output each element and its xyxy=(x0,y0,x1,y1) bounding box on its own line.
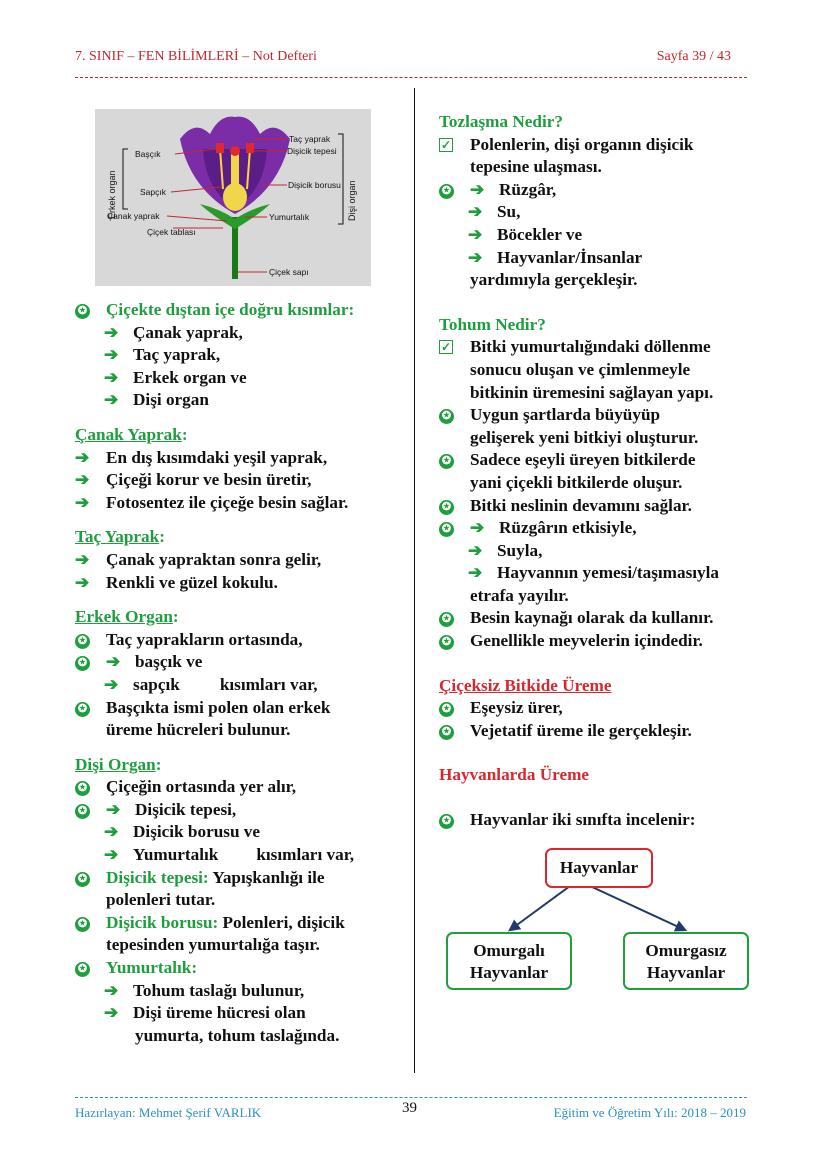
arrow-right-icon: ➔ xyxy=(468,563,483,583)
text-span: Polenleri, dişicik xyxy=(222,912,345,932)
arrow-right-icon: ➔ xyxy=(104,345,119,365)
text-span: Polenlerin, dişi organın dişicik xyxy=(470,134,694,154)
list-item-cont: polenleri tutar. xyxy=(106,890,216,910)
text-span: Renkli ve güzel kokulu. xyxy=(106,572,278,592)
label-disi: Dişi organ xyxy=(347,180,357,221)
label-sap: Çiçek sapı xyxy=(269,267,309,277)
list-item xyxy=(75,980,405,1003)
bullet-marker xyxy=(75,651,106,674)
list-item xyxy=(75,572,405,595)
ciceksiz-heading xyxy=(439,675,759,698)
star-bullet-icon: ✪ xyxy=(75,304,90,319)
tac-heading: Taç Yaprak: xyxy=(75,527,165,547)
text-span: Çanak Yaprak xyxy=(75,424,182,444)
list-item xyxy=(75,367,405,390)
list-item-cont: etrafa yayılır. xyxy=(470,585,569,605)
text-span: Erkek Organ xyxy=(75,607,173,627)
list-item xyxy=(75,799,405,822)
bullet-marker xyxy=(75,957,106,980)
list-item xyxy=(75,867,405,890)
list-item xyxy=(439,540,759,563)
bullet-marker xyxy=(439,404,470,427)
tree-left xyxy=(446,932,572,990)
arrow-right-icon: ➔ xyxy=(104,390,119,410)
text-span: başçık ve xyxy=(135,652,203,672)
bullet-marker xyxy=(439,336,470,359)
star-bullet-icon: ✪ xyxy=(439,612,454,627)
arrow-right-icon: ➔ xyxy=(104,1003,119,1023)
left-column xyxy=(75,299,405,1047)
footer-page-number: 39 xyxy=(402,1100,417,1116)
text-span: Bitki neslinin devamını sağlar. xyxy=(470,495,692,515)
list-item-cont: yumurta, tohum taslağında. xyxy=(135,1025,340,1045)
list-item xyxy=(439,336,759,359)
text-span: Erkek organ ve xyxy=(133,367,247,387)
text-span: Çiçekte dıştan içe doğru kısımlar: xyxy=(106,300,355,319)
text-span: Bitki yumurtalığındaki döllenme xyxy=(470,337,711,357)
star-bullet-icon: ✪ xyxy=(75,872,90,887)
arrow-right-icon: ➔ xyxy=(104,367,119,387)
list-item xyxy=(75,629,405,652)
label-tac: Taç yaprak xyxy=(289,134,331,144)
label-tepe: Dişicik tepesi xyxy=(287,146,337,156)
list-item xyxy=(75,447,405,470)
star-bullet-icon: ✪ xyxy=(439,635,454,650)
bullet-marker: ➔ xyxy=(75,470,90,490)
arrow-right-icon: ➔ xyxy=(104,322,119,342)
text-span: Böcekler ve xyxy=(497,224,583,244)
text-span: kısımları var, xyxy=(256,845,355,865)
list-item xyxy=(439,224,759,247)
bullet-marker xyxy=(439,495,470,518)
bullet-marker xyxy=(75,867,106,890)
bullet-marker: ➔ xyxy=(75,447,90,467)
list-item xyxy=(439,404,759,427)
text-span: Sadece eşeyli üreyen bitkilerde xyxy=(470,450,696,470)
tree-root: Hayvanlar xyxy=(545,848,653,888)
bullet-marker xyxy=(439,720,470,743)
text-span: Vejetatif üreme ile gerçekleşir. xyxy=(470,720,692,740)
list-item xyxy=(439,201,759,224)
arrow-right-icon: ➔ xyxy=(106,799,121,819)
list-item xyxy=(75,821,405,844)
tree-right-line1: Omurgasız xyxy=(645,941,727,960)
bullet-marker: ➔ xyxy=(75,549,90,569)
list-item-cont: yardımıyla gerçekleşir. xyxy=(470,270,638,290)
bullet-marker xyxy=(75,629,106,652)
star-bullet-icon: ✪ xyxy=(75,702,90,717)
text-span: Dişicik borusu: xyxy=(106,912,219,932)
list-item-cont: yani çiçekli bitkilerde oluşur. xyxy=(470,472,683,492)
bullet-marker xyxy=(75,799,106,822)
star-bullet-icon: ✪ xyxy=(75,634,90,649)
bullet-marker xyxy=(439,449,470,472)
list-item xyxy=(439,449,759,472)
list-item xyxy=(439,607,759,630)
arrow-right-icon: ➔ xyxy=(104,980,119,1000)
text-span: sapçık xyxy=(133,674,180,694)
bullet-marker xyxy=(439,809,470,832)
text-span: Çanak yapraktan sonra gelir, xyxy=(106,549,322,569)
tree-right xyxy=(623,932,749,990)
text-span: Çanak yaprak, xyxy=(133,322,243,342)
star-bullet-icon: ✪ xyxy=(439,500,454,515)
tree-left-line1: Omurgalı xyxy=(473,941,545,960)
text-span: Taç Yaprak xyxy=(75,527,160,547)
header-title: 7. SINIF – FEN BİLİMLERİ – Not Defteri xyxy=(75,49,317,64)
canak-heading: Çanak Yaprak: xyxy=(75,424,188,444)
bullet-marker xyxy=(439,134,470,157)
text-span: Çiçeksiz Bitkide Üreme xyxy=(439,675,612,695)
bullet-marker xyxy=(75,697,106,720)
arrow-right-icon: ➔ xyxy=(106,652,121,672)
flower-diagram xyxy=(95,109,371,286)
text-span: Hayvanlar iki sınıfta incelenir: xyxy=(470,810,696,830)
text-span: Suyla, xyxy=(497,540,543,560)
text-span: Fotosentez ile çiçeğe besin sağlar. xyxy=(106,492,349,512)
list-item xyxy=(75,651,405,674)
star-bullet-icon: ✪ xyxy=(439,725,454,740)
text-span: Tohum taslağı bulunur, xyxy=(133,980,305,1000)
star-bullet-icon: ✪ xyxy=(439,184,454,199)
bullet-marker: ➔ xyxy=(75,572,90,592)
hayvan-heading: Hayvanlarda Üreme xyxy=(439,765,590,785)
list-item xyxy=(439,179,759,202)
text-span: Başçıkta ismi polen olan erkek xyxy=(106,697,331,717)
text-span: Eşeysiz ürer, xyxy=(470,698,563,718)
text-span: Su, xyxy=(497,202,521,222)
label-yumurtalik: Yumurtalık xyxy=(269,212,310,222)
text-span: kısımları var, xyxy=(219,674,318,694)
label-boru: Dişicik borusu xyxy=(288,180,341,190)
checkbox-icon: ✓ xyxy=(440,340,452,355)
star-bullet-icon: ✪ xyxy=(439,522,454,537)
text-span: Dişicik tepesi, xyxy=(135,799,237,819)
label-basck: Başçık xyxy=(135,149,161,159)
text-span: Taç yaprak, xyxy=(133,345,221,365)
list-item-cont: üreme hücreleri bulunur. xyxy=(106,720,291,740)
list-item xyxy=(75,389,405,412)
list-item xyxy=(75,844,405,867)
bullet-marker xyxy=(439,517,470,540)
bullet-marker xyxy=(75,912,106,935)
star-bullet-icon: ✪ xyxy=(439,454,454,469)
list-item xyxy=(439,809,759,832)
arrow-right-icon: ➔ xyxy=(468,224,483,244)
arrow-right-icon: ➔ xyxy=(104,674,119,694)
star-bullet-icon: ✪ xyxy=(75,804,90,819)
list-item xyxy=(439,495,759,518)
label-sapck: Sapçık xyxy=(140,187,166,197)
arrow-right-icon: ➔ xyxy=(468,202,483,222)
label-erkek: Erkek organ xyxy=(107,170,117,219)
bullet-marker xyxy=(439,697,470,720)
star-bullet-icon: ✪ xyxy=(75,656,90,671)
text-span: Rüzgâr, xyxy=(499,179,557,199)
star-bullet-icon: ✪ xyxy=(439,702,454,717)
list-item xyxy=(439,697,759,720)
list-item-cont: tepesinden yumurtalığa taşır. xyxy=(106,935,320,955)
bullet-marker xyxy=(439,607,470,630)
text-span: Hayvanlar/İnsanlar xyxy=(497,247,643,267)
list-item xyxy=(439,720,759,743)
bullet-marker xyxy=(439,179,470,202)
text-span: Yapışkanlığı ile xyxy=(212,867,325,887)
list-item xyxy=(75,912,405,935)
right-column xyxy=(439,111,759,832)
list-item xyxy=(439,247,759,270)
text-span: Rüzgârın etkisiyle, xyxy=(499,518,637,538)
list-item xyxy=(75,776,405,799)
list-item-cont: bitkinin üremesini sağlayan yapı. xyxy=(470,382,714,402)
label-canak: Çanak yaprak xyxy=(107,211,160,221)
label-tabla: Çiçek tablası xyxy=(147,227,196,237)
star-bullet-icon: ✪ xyxy=(439,814,454,829)
star-bullet-icon: ✪ xyxy=(75,962,90,977)
text-span: Dişicik tepesi: xyxy=(106,867,209,887)
intro-heading xyxy=(75,299,405,322)
text-span: Çiçeğin ortasında yer alır, xyxy=(106,777,297,797)
disi-heading: Dişi Organ: xyxy=(75,754,162,774)
arrow-right-icon: ➔ xyxy=(468,247,483,267)
list-item xyxy=(439,562,759,585)
text-span: Çiçeği korur ve besin üretir, xyxy=(106,470,312,490)
text-span: Besin kaynağı olarak da kullanır. xyxy=(470,608,714,628)
list-item xyxy=(75,469,405,492)
list-item xyxy=(75,344,405,367)
tree-left-line2: Hayvanlar xyxy=(469,963,549,982)
text-span: En dış kısımdaki yeşil yaprak, xyxy=(106,447,328,467)
erkek-heading: Erkek Organ: xyxy=(75,607,179,627)
list-item xyxy=(439,517,759,540)
text-span: Uygun şartlarda büyüyüp xyxy=(470,405,661,425)
tree-right-line2: Hayvanlar xyxy=(646,963,726,982)
footer-author: Hazırlayan: Mehmet Şerif VARLIK xyxy=(75,1105,262,1120)
footer-year: Eğitim ve Öğretim Yılı: 2018 – 2019 xyxy=(553,1105,746,1120)
list-item-cont: tepesine ulaşması. xyxy=(470,157,602,177)
checkbox-icon: ✓ xyxy=(440,137,452,152)
text-span: Yumurtalık: xyxy=(106,958,198,978)
star-bullet-icon: ✪ xyxy=(75,917,90,932)
list-item xyxy=(75,1002,405,1025)
header-divider xyxy=(75,77,747,78)
star-bullet-icon: ✪ xyxy=(75,781,90,796)
tohum-heading: Tohum Nedir? xyxy=(439,314,546,334)
bullet-marker xyxy=(75,776,106,799)
arrow-right-icon: ➔ xyxy=(104,845,119,865)
list-item-cont: sonucu oluşan ve çimlenmeyle xyxy=(470,359,691,379)
bullet-marker xyxy=(75,299,106,322)
list-item xyxy=(439,630,759,653)
text-span: Hayvannın yemesi/taşımasıyla xyxy=(497,563,720,583)
text-span: Dişi Organ xyxy=(75,754,156,774)
list-item xyxy=(75,674,405,697)
text-span: Yumurtalık xyxy=(133,845,219,865)
text-span: Genellikle meyvelerin içindedir. xyxy=(470,631,703,651)
star-bullet-icon: ✪ xyxy=(439,409,454,424)
arrow-right-icon: ➔ xyxy=(470,518,485,538)
footer-divider xyxy=(75,1097,747,1098)
bullet-marker: ➔ xyxy=(75,492,90,512)
header-page: Sayfa 39 / 43 xyxy=(656,49,731,64)
column-divider xyxy=(414,88,415,1073)
list-item xyxy=(75,697,405,720)
tozlasma-heading: Tozlaşma Nedir? xyxy=(439,112,563,131)
list-item xyxy=(439,134,759,157)
text-span: Dişi üreme hücresi olan xyxy=(133,1003,306,1023)
arrow-right-icon: ➔ xyxy=(104,822,119,842)
arrow-right-icon: ➔ xyxy=(468,540,483,560)
list-item-cont: gelişerek yeni bitkiyi oluşturur. xyxy=(470,427,699,447)
text-span: Dişicik borusu ve xyxy=(133,822,261,842)
list-item xyxy=(75,492,405,515)
list-item xyxy=(75,549,405,572)
arrow-right-icon: ➔ xyxy=(470,179,485,199)
list-item xyxy=(75,957,405,980)
text-span: Dişi organ xyxy=(133,390,209,410)
text-span: Taç yaprakların ortasında, xyxy=(106,629,303,649)
list-item xyxy=(75,322,405,345)
bullet-marker xyxy=(439,630,470,653)
